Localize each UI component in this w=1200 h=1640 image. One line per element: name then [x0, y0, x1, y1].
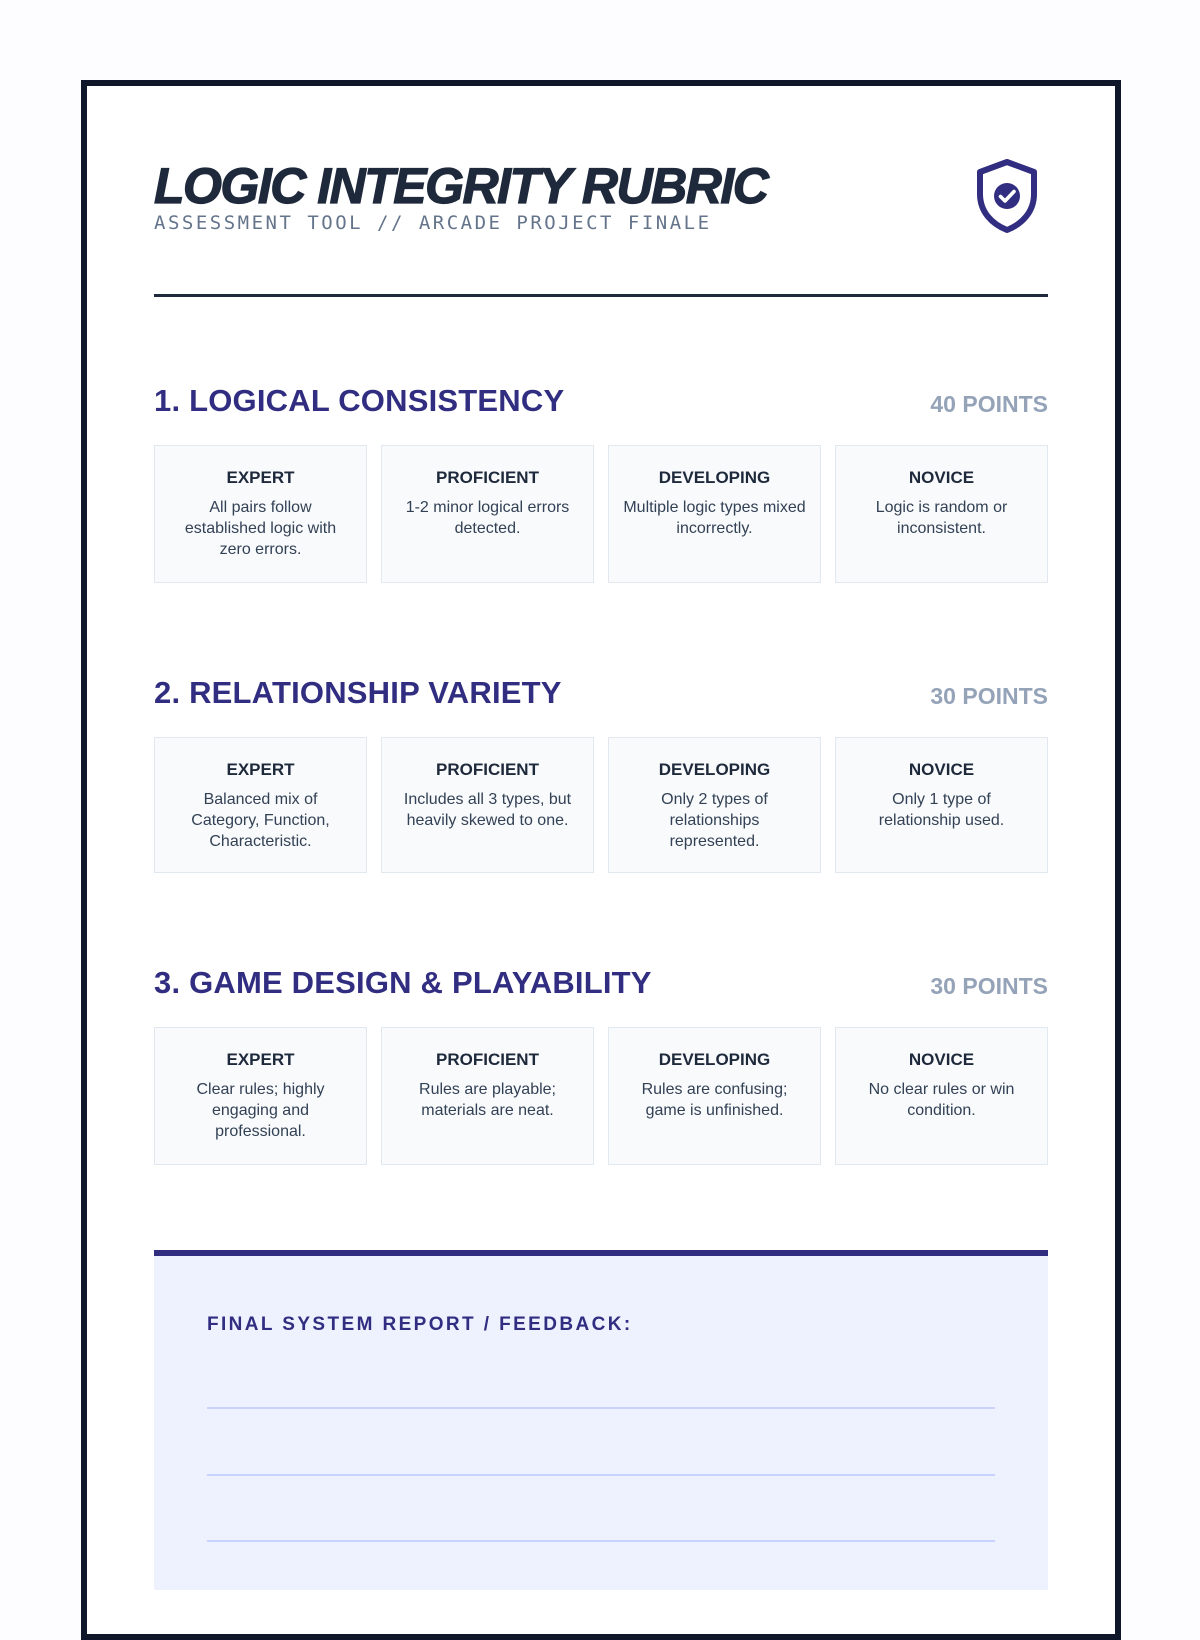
- level-card-proficient: [381, 1027, 594, 1165]
- level-description: All pairs follow established logic with zero errors.: [184, 499, 337, 558]
- page-subtitle: ASSESSMENT TOOL // ARCADE PROJECT FINALE: [154, 212, 712, 234]
- criterion-logical-consistency: [154, 383, 1048, 583]
- level-card-developing: [608, 737, 821, 873]
- level-card-proficient: [381, 445, 594, 583]
- level-description: Logic is random or inconsistent.: [875, 499, 1008, 537]
- level-name: EXPERT: [226, 760, 295, 779]
- level-card-expert: [154, 1027, 367, 1165]
- feedback-writing-line: [207, 1540, 995, 1542]
- feedback-writing-line: [207, 1474, 995, 1476]
- feedback-box[interactable]: [154, 1250, 1048, 1590]
- header-divider: [154, 294, 1048, 297]
- level-card-expert: [154, 737, 367, 873]
- level-card-novice: [835, 445, 1048, 583]
- criterion-title: 2. RELATIONSHIP VARIETY: [154, 675, 562, 710]
- level-name: NOVICE: [908, 760, 975, 779]
- level-name: DEVELOPING: [658, 468, 771, 487]
- level-description: 1-2 minor logical errors detected.: [405, 499, 570, 537]
- level-card-novice: [835, 1027, 1048, 1165]
- level-description: Only 2 types of relationships represented.: [661, 791, 768, 850]
- level-card-novice: [835, 737, 1048, 873]
- level-name: EXPERT: [226, 1050, 295, 1069]
- criterion-points: 30 POINTS: [930, 973, 1048, 999]
- level-name: PROFICIENT: [436, 1050, 539, 1069]
- feedback-writing-line: [207, 1407, 995, 1409]
- level-description: Multiple logic types mixed incorrectly.: [623, 499, 806, 537]
- level-name: PROFICIENT: [436, 468, 539, 487]
- level-description: Includes all 3 types, but heavily skewed to one.: [403, 791, 572, 829]
- level-name: DEVELOPING: [658, 1050, 771, 1069]
- criterion-points: 40 POINTS: [930, 391, 1048, 417]
- level-name: PROFICIENT: [436, 760, 539, 779]
- level-description: Rules are playable; materials are neat.: [419, 1081, 556, 1119]
- level-description: No clear rules or win condition.: [868, 1081, 1015, 1119]
- level-description: Balanced mix of Category, Function, Characteristic.: [191, 791, 330, 850]
- rubric-header: [154, 152, 1048, 302]
- shield-check-icon: [974, 158, 1040, 234]
- level-name: EXPERT: [226, 468, 295, 487]
- level-description: Clear rules; highly engaging and professional.: [196, 1081, 325, 1140]
- criterion-points: 30 POINTS: [930, 683, 1048, 709]
- level-card-developing: [608, 445, 821, 583]
- level-name: DEVELOPING: [658, 760, 771, 779]
- feedback-label: FINAL SYSTEM REPORT / FEEDBACK:: [207, 1314, 633, 1335]
- page-title: LOGIC INTEGRITY RUBRIC: [154, 158, 768, 214]
- level-card-proficient: [381, 737, 594, 873]
- level-card-developing: [608, 1027, 821, 1165]
- level-name: NOVICE: [908, 1050, 975, 1069]
- criterion-title: 1. LOGICAL CONSISTENCY: [154, 383, 565, 418]
- criterion-game-design: [154, 965, 1048, 1165]
- level-card-expert: [154, 445, 367, 583]
- level-description: Only 1 type of relationship used.: [878, 791, 1005, 829]
- criterion-relationship-variety: [154, 675, 1048, 873]
- criterion-title: 3. GAME DESIGN & PLAYABILITY: [154, 965, 652, 1000]
- level-name: NOVICE: [908, 468, 975, 487]
- level-description: Rules are confusing; game is unfinished.: [641, 1081, 788, 1119]
